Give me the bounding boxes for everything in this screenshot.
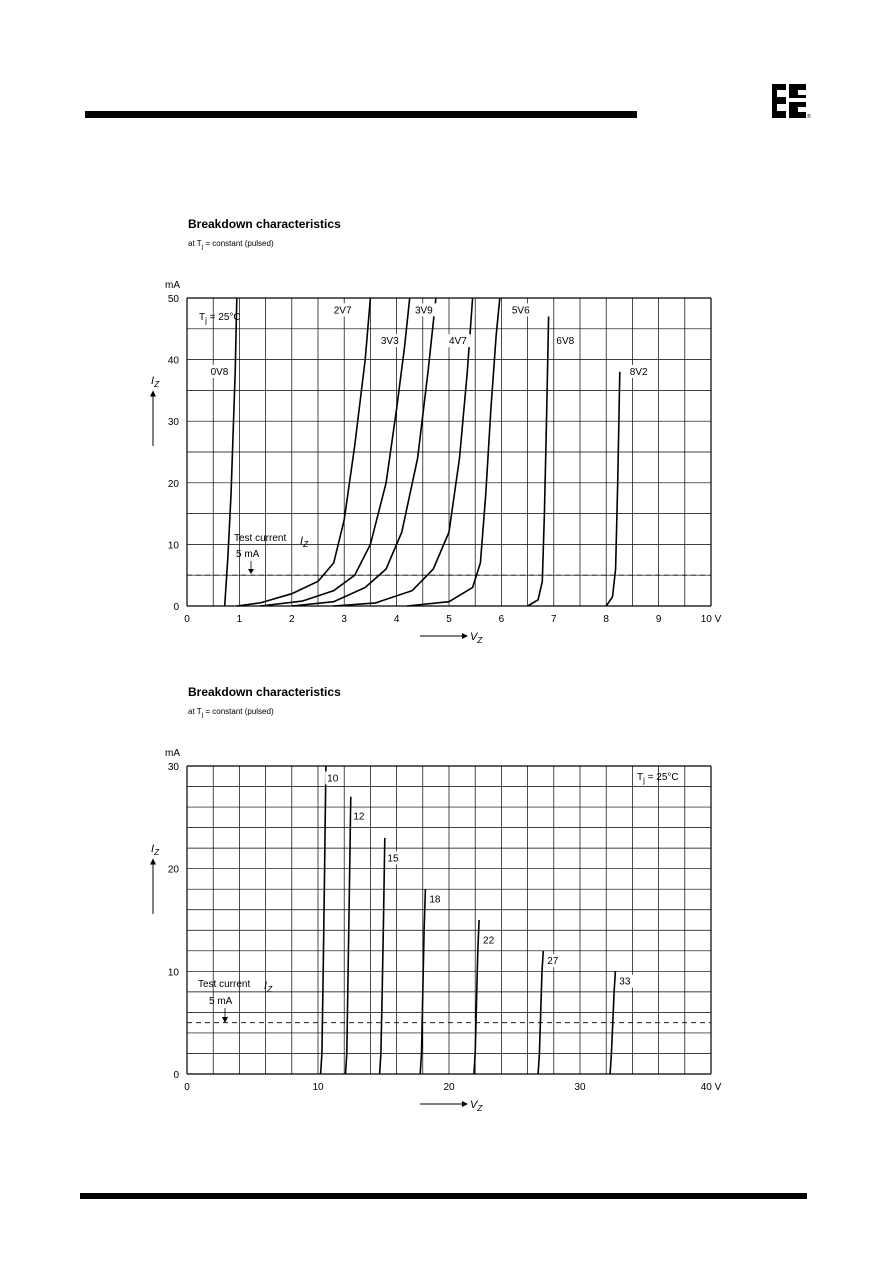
chart1-x-axis-label: $V_Z$ [469,631,483,645]
chart2-x-tick-label: 10 [312,1082,324,1093]
chart1-x-tick-label: 10 V [700,614,722,625]
chart1-x-tick-label: 0 [184,614,190,625]
chart2-curve-label: 12 [353,811,365,823]
chart1-y-tick-label: 50 [167,294,179,305]
chart1-x-tick-label: 1 [236,614,243,625]
chart2-series-10 [321,766,326,1074]
chart2-series-22 [474,920,479,1074]
chart2-x-axis-arrow-head [462,1101,468,1107]
chart1-x-tick-label: 6 [498,614,505,625]
chart2-y-tick-label: 20 [167,864,179,876]
chart1-test-current-label: Test current [234,533,287,544]
chart2-title: Breakdown characteristics [188,685,341,699]
chart1-x-axis-arrow-head [462,633,468,639]
chart2-temperature-label: $T_j = 25^\circ C$ [637,772,679,785]
chart1-title: Breakdown characteristics [188,217,341,231]
chart2-x-tick-label: 40 V [700,1082,722,1093]
chart1-subtitle: at $T_j$ = constant (pulsed) [188,239,274,251]
chart2-test-current-pointer-head [222,1017,228,1023]
company-logo [770,82,810,120]
chart1-x-tick-label: 7 [551,614,557,625]
chart2-y-tick-label: 30 [167,762,179,773]
chart1-y-tick-label: 30 [167,417,179,429]
chart1-test-current-symbol: $I_Z$ [300,535,309,549]
logo-registered-mark: ® [807,114,811,120]
chart1-y-axis-arrow-head [150,390,156,396]
chart1-temperature-label: $T_j = 25^\circ C$ [199,312,241,325]
chart1-y-tick-label: 40 [167,355,179,367]
chart1-curve-label: 6V8 [556,336,575,348]
footer-rule [80,1193,807,1199]
chart1-y-axis-label: $I_Z$ [151,375,160,390]
chart2-y-unit: mA [165,748,180,759]
header-rule [85,111,637,118]
chart1-x-tick-label: 8 [603,614,609,625]
chart1-test-current-value: 5 mA [236,549,260,560]
chart1-curve-label: 3V9 [414,305,433,317]
chart2-y-axis-label: $I_Z$ [151,843,160,858]
chart1-x-tick-label: 4 [393,614,400,625]
chart1-x-tick-label: 2 [289,614,295,625]
chart1-y-tick-label: 10 [167,540,179,552]
chart1-y-tick-label: 20 [167,478,179,490]
chart2-curve-label: 22 [483,935,495,947]
chart2-curve-label: 18 [429,894,441,906]
chart2-test-current-symbol: $I_Z$ [264,980,273,994]
chart2-y-axis-arrow-head [150,858,156,864]
chart2-x-tick-label: 0 [184,1082,190,1093]
chart1-curve-label: 2V7 [333,305,352,317]
chart1-x-tick-label: 5 [446,614,452,625]
chart1-curve-label: 0V8 [210,367,229,378]
chart2-curve-label: 10 [327,773,339,785]
chart2-x-tick-label: 20 [443,1082,455,1093]
chart1-plot [140,270,760,650]
chart1-curve-label: 8V2 [629,367,648,378]
chart2-test-current-value: 5 mA [209,996,233,1007]
chart2-x-axis-label: $V_Z$ [469,1099,483,1113]
chart2-series-15 [380,838,385,1074]
chart1-y-tick-label: 0 [173,602,179,613]
chart2-y-tick-label: 0 [173,1070,179,1081]
chart2-subtitle: at $T_j$ = constant (pulsed) [188,707,274,719]
chart1-y-unit: mA [165,280,180,291]
chart1-x-tick-label: 9 [655,614,662,625]
chart2-y-tick-label: 10 [167,967,179,979]
chart2-curve-label: 27 [547,956,559,968]
chart1-test-current-pointer-head [248,569,254,574]
chart2-curve-label: 33 [619,976,631,988]
chart1-x-tick-label: 3 [341,614,347,625]
chart2-curve-label: 15 [387,853,399,865]
chart2-x-tick-label: 30 [574,1082,586,1093]
chart1-curve-label: 4V7 [449,336,467,348]
chart1-series-8V2 [606,372,620,606]
chart2-series-12 [346,797,351,1074]
chart2-plot [140,740,760,1120]
chart1-curve-label: 5V6 [511,305,530,317]
chart1-curve-label: 3V3 [380,336,399,348]
chart2-test-current-label: Test current [198,979,251,990]
